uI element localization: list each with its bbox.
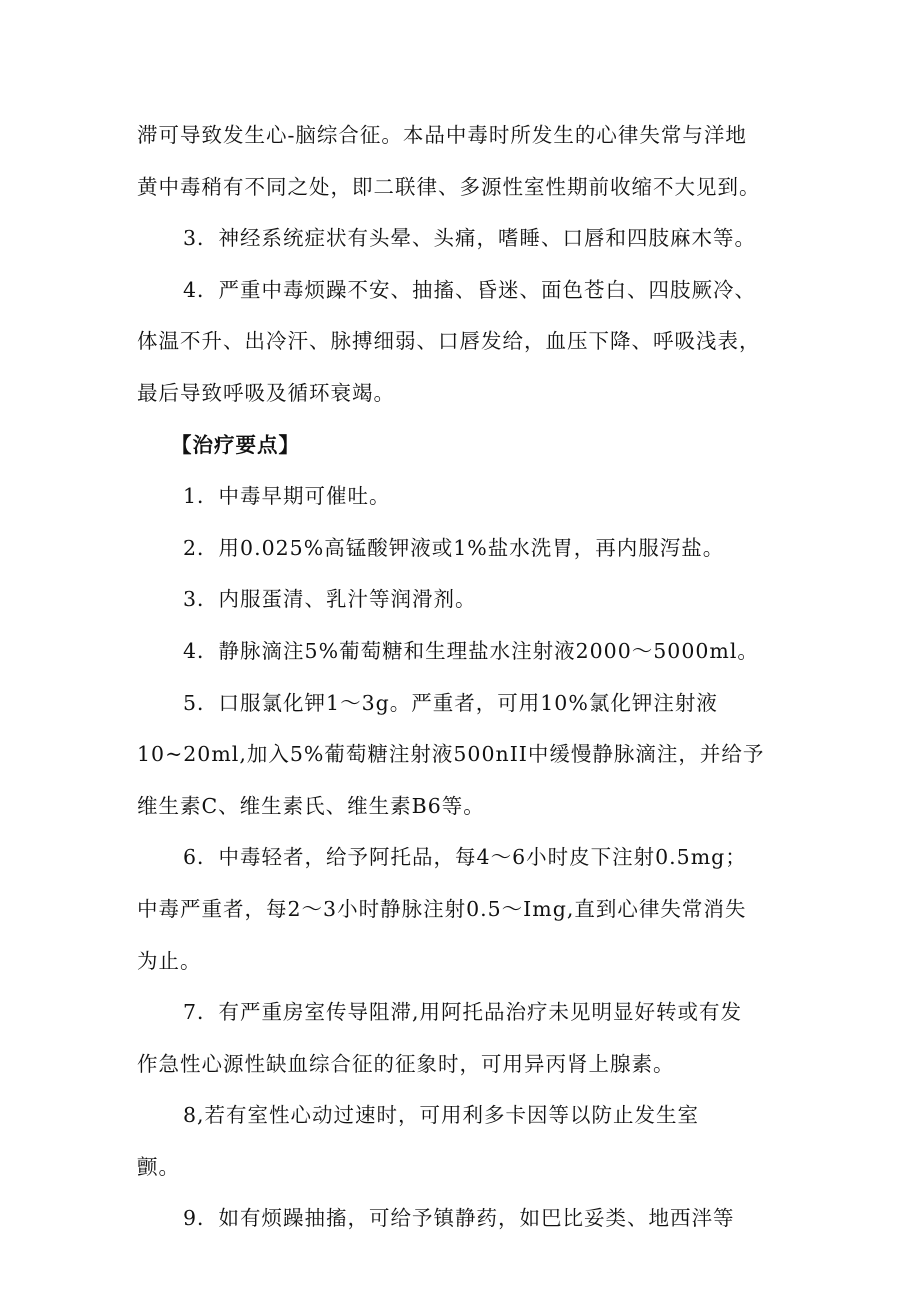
text-line: 5．口服氯化钾1～3g。严重者，可用10%氯化钾注射液: [183, 690, 718, 715]
text-line: 3．内服蛋清、乳汁等润滑剂。: [183, 587, 477, 612]
text-line: 2．用0.025%高锰酸钾液或1%盐水洗胃，再内服泻盐。: [183, 535, 725, 560]
text-line: 为止。: [137, 948, 202, 973]
text-line: 黄中毒稍有不同之处，即二联律、多源性室性期前收缩不大见到。: [137, 174, 761, 199]
text-line: 滞可导致发生心-脑综合征。本品中毒时所发生的心律失常与洋地: [137, 123, 747, 147]
document-body: [137, 110, 797, 1245]
text-line: 1．中毒早期可催吐。: [183, 484, 391, 509]
section-heading: 【治疗要点】: [171, 432, 300, 457]
text-line: 体温不升、出冷汗、脉搏细弱、口唇发给，血压下降、呼吸浅表，: [137, 329, 761, 354]
text-line: 颤。: [137, 1154, 180, 1179]
text-line: 7．有严重房室传导阻滞,用阿托品治疗未见明显好转或有发: [183, 1000, 743, 1025]
text-line: 中毒严重者，每2～3小时静脉注射0.5～Img,直到心律失常消失: [137, 896, 747, 921]
text-line: 4．静脉滴注5%葡萄糖和生理盐水注射液2000～5000ml。: [183, 638, 759, 663]
text-line: 最后导致呼吸及循环衰竭。: [137, 380, 395, 405]
text-line: 8,若有室性心动过速时，可用利多卡因等以防止发生室: [183, 1103, 700, 1128]
text-line: 4．严重中毒烦躁不安、抽搐、昏迷、面色苍白、四肢厥冷、: [183, 277, 757, 302]
text-line: 维生素C、维生素氏、维生素B6等。: [137, 793, 485, 818]
text-line: 3．神经系统症状有头晕、头痛，嗜睡、口唇和四肢麻木等。: [183, 226, 757, 251]
text-line: 作急性心源性缺血综合征的征象时，可用异丙肾上腺素。: [137, 1051, 675, 1076]
text-line: 6．中毒轻者，给予阿托品，每4～6小时皮下注射0.5mg；: [183, 845, 747, 870]
text-line: 10~20ml,加入5%葡萄糖注射液500nII中缓慢静脉滴注，并给予: [137, 742, 765, 767]
text-line: 9．如有烦躁抽搐，可给予镇静药，如巴比妥类、地西泮等: [183, 1206, 735, 1231]
